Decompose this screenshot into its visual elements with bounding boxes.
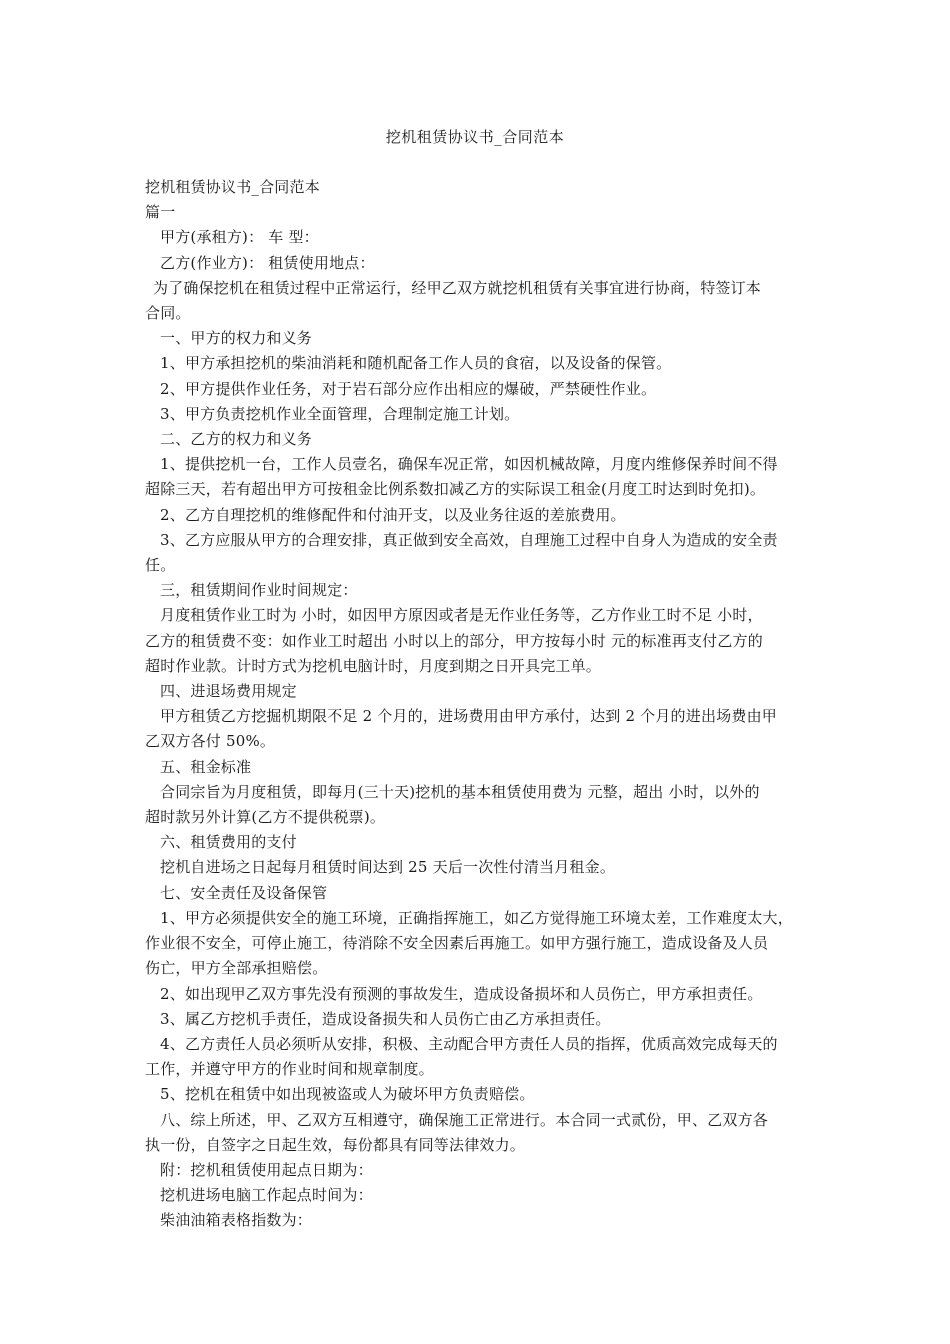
paragraph-line: 三，租赁期间作业时间规定： bbox=[160, 581, 358, 600]
paragraph-line: 超除三天，若有超出甲方可按租金比例系数扣减乙方的实际误工租金(月度工时达到时免扣)。 bbox=[145, 480, 766, 499]
paragraph-line: 2、乙方自理挖机的维修配件和付油开支，以及业务往返的差旅费用。 bbox=[160, 505, 626, 524]
paragraph-line: 超时作业款。计时方式为挖机电脑计时，月度到期之日开具完工单。 bbox=[145, 656, 602, 675]
paragraph-line: 5、挖机在租赁中如出现被盗或人为破坏甲方负责赔偿。 bbox=[160, 1085, 535, 1104]
paragraph-line: 3、乙方应服从甲方的合理安排，真正做到安全高效，自理施工过程中自身人为造成的安全责 bbox=[160, 530, 778, 549]
paragraph-line: 4、乙方责任人员必须听从安排，积极、主动配合甲方责任人员的指挥，优质高效完成每天的 bbox=[160, 1034, 778, 1053]
paragraph-line: 八、综上所述，甲、乙双方互相遵守，确保施工正常进行。本合同一式贰份，甲、乙双方各 bbox=[160, 1110, 769, 1129]
paragraph-line: 挖机租赁协议书_合同范本 bbox=[145, 178, 320, 196]
paragraph-line: 合同。 bbox=[145, 304, 191, 323]
paragraph-line: 1、提供挖机一台，工作人员壹名，确保车况正常，如因机械故障，月度内维修保养时间不得 bbox=[160, 455, 778, 474]
paragraph-line: 甲方(承租方)： 车 型： bbox=[160, 228, 319, 247]
paragraph-line: 为了确保挖机在租赁过程中正常运行，经甲乙双方就挖机租赁有关事宜进行协商，特签订本 bbox=[153, 278, 762, 297]
paragraph-line: 乙方(作业方)： 租赁使用地点： bbox=[160, 253, 375, 272]
paragraph-line: 伤亡，甲方全部承担赔偿。 bbox=[145, 959, 328, 978]
paragraph-line: 七、安全责任及设备保管 bbox=[160, 883, 328, 902]
page-title: 挖机租赁协议书_合同范本 bbox=[385, 128, 565, 146]
paragraph-line: 1、甲方承担挖机的柴油消耗和随机配备工作人员的食宿，以及设备的保管。 bbox=[160, 354, 672, 373]
paragraph-line: 超时款另外计算(乙方不提供税票)。 bbox=[145, 808, 386, 827]
paragraph-line: 六、租赁费用的支付 bbox=[160, 833, 297, 852]
document-body bbox=[145, 175, 810, 1234]
paragraph-line: 执一份，自签字之日起生效，每份都具有同等法律效力。 bbox=[145, 1135, 526, 1154]
paragraph-line: 篇一 bbox=[145, 203, 176, 222]
paragraph-line: 2、甲方提供作业任务，对于岩石部分应作出相应的爆破，严禁硬性作业。 bbox=[160, 379, 657, 398]
paragraph-line: 一、甲方的权力和义务 bbox=[160, 329, 313, 348]
paragraph-line: 合同宗旨为月度租赁，即每月(三十天)挖机的基本租赁使用费为 元整，超出 小时，以外的 bbox=[160, 782, 760, 801]
paragraph-line: 乙双方各付 50%。 bbox=[145, 732, 276, 751]
paragraph-line: 四、进退场费用规定 bbox=[160, 682, 297, 701]
paragraph-line: 甲方租赁乙方挖掘机期限不足 2 个月的，进场费用由甲方承付，达到 2 个月的进出场费由甲 bbox=[160, 707, 777, 726]
paragraph-line: 任。 bbox=[145, 556, 176, 575]
paragraph-line: 挖机进场电脑工作起点时间为： bbox=[160, 1186, 373, 1205]
paragraph-line: 月度租赁作业工时为 小时，如因甲方原因或者是无作业任务等，乙方作业工时不足 小时， bbox=[160, 606, 763, 625]
paragraph-line: 二、乙方的权力和义务 bbox=[160, 430, 313, 449]
paragraph-line: 2、如出现甲乙双方事先没有预测的事故发生，造成设备损坏和人员伤亡，甲方承担责任。 bbox=[160, 984, 763, 1003]
paragraph-line: 附：挖机租赁使用起点日期为： bbox=[160, 1160, 373, 1179]
paragraph-line: 挖机自进场之日起每月租赁时间达到 25 天后一次性付清当月租金。 bbox=[160, 858, 616, 877]
paragraph-line: 作业很不安全，可停止施工，待消除不安全因素后再施工。如甲方强行施工，造成设备及人员 bbox=[145, 934, 769, 953]
paragraph-line: 乙方的租赁费不变：如作业工时超出 小时以上的部分，甲方按每小时 元的标准再支付乙方的 bbox=[145, 631, 763, 650]
paragraph-line: 柴油油箱表格指数为： bbox=[160, 1211, 313, 1230]
paragraph-line: 1、甲方必须提供安全的施工环境，正确指挥施工，如乙方觉得施工环境太差，工作难度太大， bbox=[160, 908, 793, 927]
paragraph-line: 3、属乙方挖机手责任，造成设备损失和人员伤亡由乙方承担责任。 bbox=[160, 1009, 611, 1028]
paragraph-line: 3、甲方负责挖机作业全面管理，合理制定施工计划。 bbox=[160, 404, 520, 423]
paragraph-line: 工作，并遵守甲方的作业时间和规章制度。 bbox=[145, 1060, 434, 1079]
paragraph-line: 五、租金标准 bbox=[160, 757, 252, 776]
